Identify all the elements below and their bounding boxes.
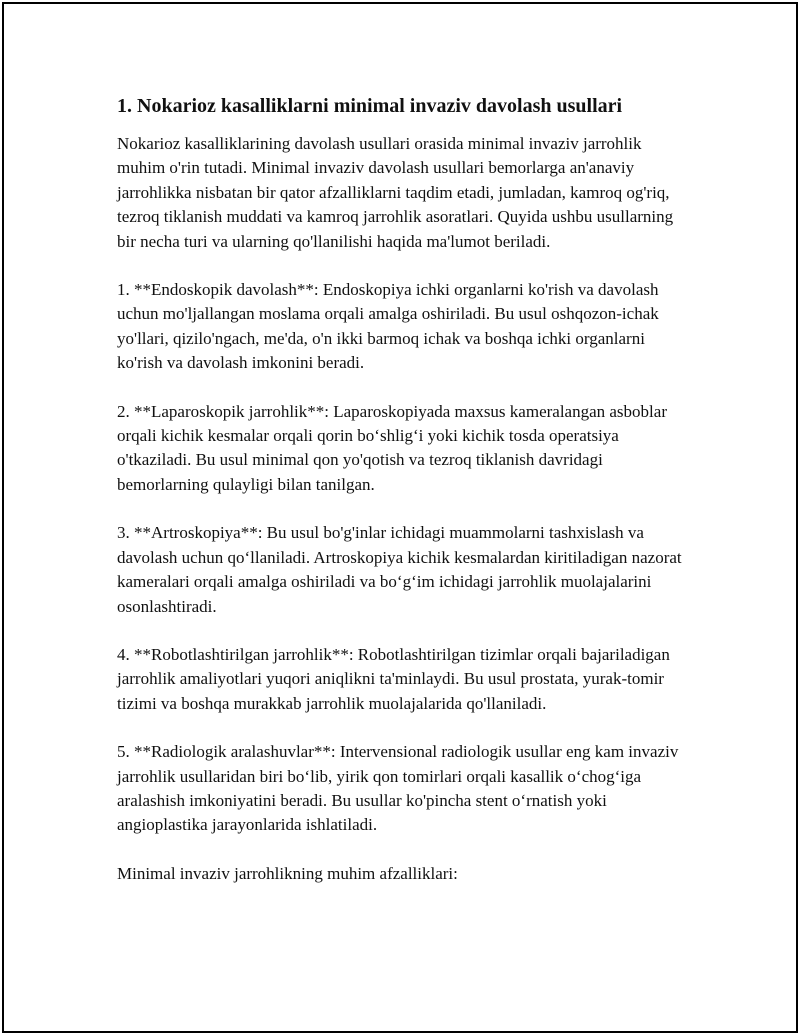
intro-paragraph: Nokarioz kasalliklarining davolash usullari orasida minimal invaziv jarrohlik muhim o'rin tutadi. Minimal invaziv davolash usullari bemorlarga an'anaviy jarrohlikka nisbatan bir qator afzalliklarni taqdim etadi, jumladan, kamroq og'riq, tezroq tiklanish muddati va kamroq jarrohlik asoratlari. Quyida ushbu usullarning bir necha turi va ularning qo'llanilishi haqida ma'lumot beriladi. — [117, 134, 674, 251]
paragraph-robotic: 4. **Robotlashtirilgan jarrohlik**: Robotlashtirilgan tizimlar orqali bajariladigan jarrohlik amaliyotlari yuqori aniqlikni ta'minlaydi. Bu usul prostata, yurak-tomir tizimi va boshqa murakkab jarrohlik muolajalarida qo'llaniladi. — [117, 644, 670, 713]
document-body — [117, 92, 687, 910]
paragraph-advantages-heading: Minimal invaziv jarrohlikning muhim afzalliklari: — [117, 863, 458, 883]
paragraph-radiologic: 5. **Radiologik aralashuvlar**: Intervensional radiologik usullar eng kam invaziv jarrohlik usullaridan biri bo‘lib, yirik qon tomirlari orqali kasallik o‘chog‘iga aralashish imkoniyatini beradi. Bu usullar ko'pincha stent o‘rnatish yoki angioplastika jarayonlarida ishlatiladi. — [117, 742, 679, 835]
document-title: 1. Nokarioz kasalliklarni minimal invaziv davolash usullari — [117, 95, 623, 117]
paragraph-arthroscopy: 3. **Artroskopiya**: Bu usul bo'g'inlar ichidagi muammolarni tashxislash va davolash uchun qo‘llaniladi. Artroskopiya kichik kesmalardan kiritiladigan nazorat kameralari orqali amalga oshiriladi va bo‘g‘im ichidagi jarrohlik muolajalarini osonlashtiradi. — [117, 523, 682, 616]
paragraph-endoscopic: 1. **Endoskopik davolash**: Endoskopiya ichki organlarni ko'rish va davolash uchun mo'ljallangan moslama orqali amalga oshiriladi. Bu usul oshqozon-ichak yo'llari, qizilo'ngach, me'da, o'n ikki barmoq ichak va boshqa ichki organlarni ko'rish va davolash imkonini beradi. — [117, 280, 659, 373]
paragraph-laparoscopic: 2. **Laparoskopik jarrohlik**: Laparoskopiyada maxsus kameralangan asboblar orqali kichik kesmalar orqali qorin bo‘shlig‘i yoki kichik tosda operatsiya o'tkaziladi. Bu usul minimal qon yo'qotish va tezroq tiklanish davridagi bemorlarning qulayligi bilan tanilgan. — [117, 401, 667, 494]
